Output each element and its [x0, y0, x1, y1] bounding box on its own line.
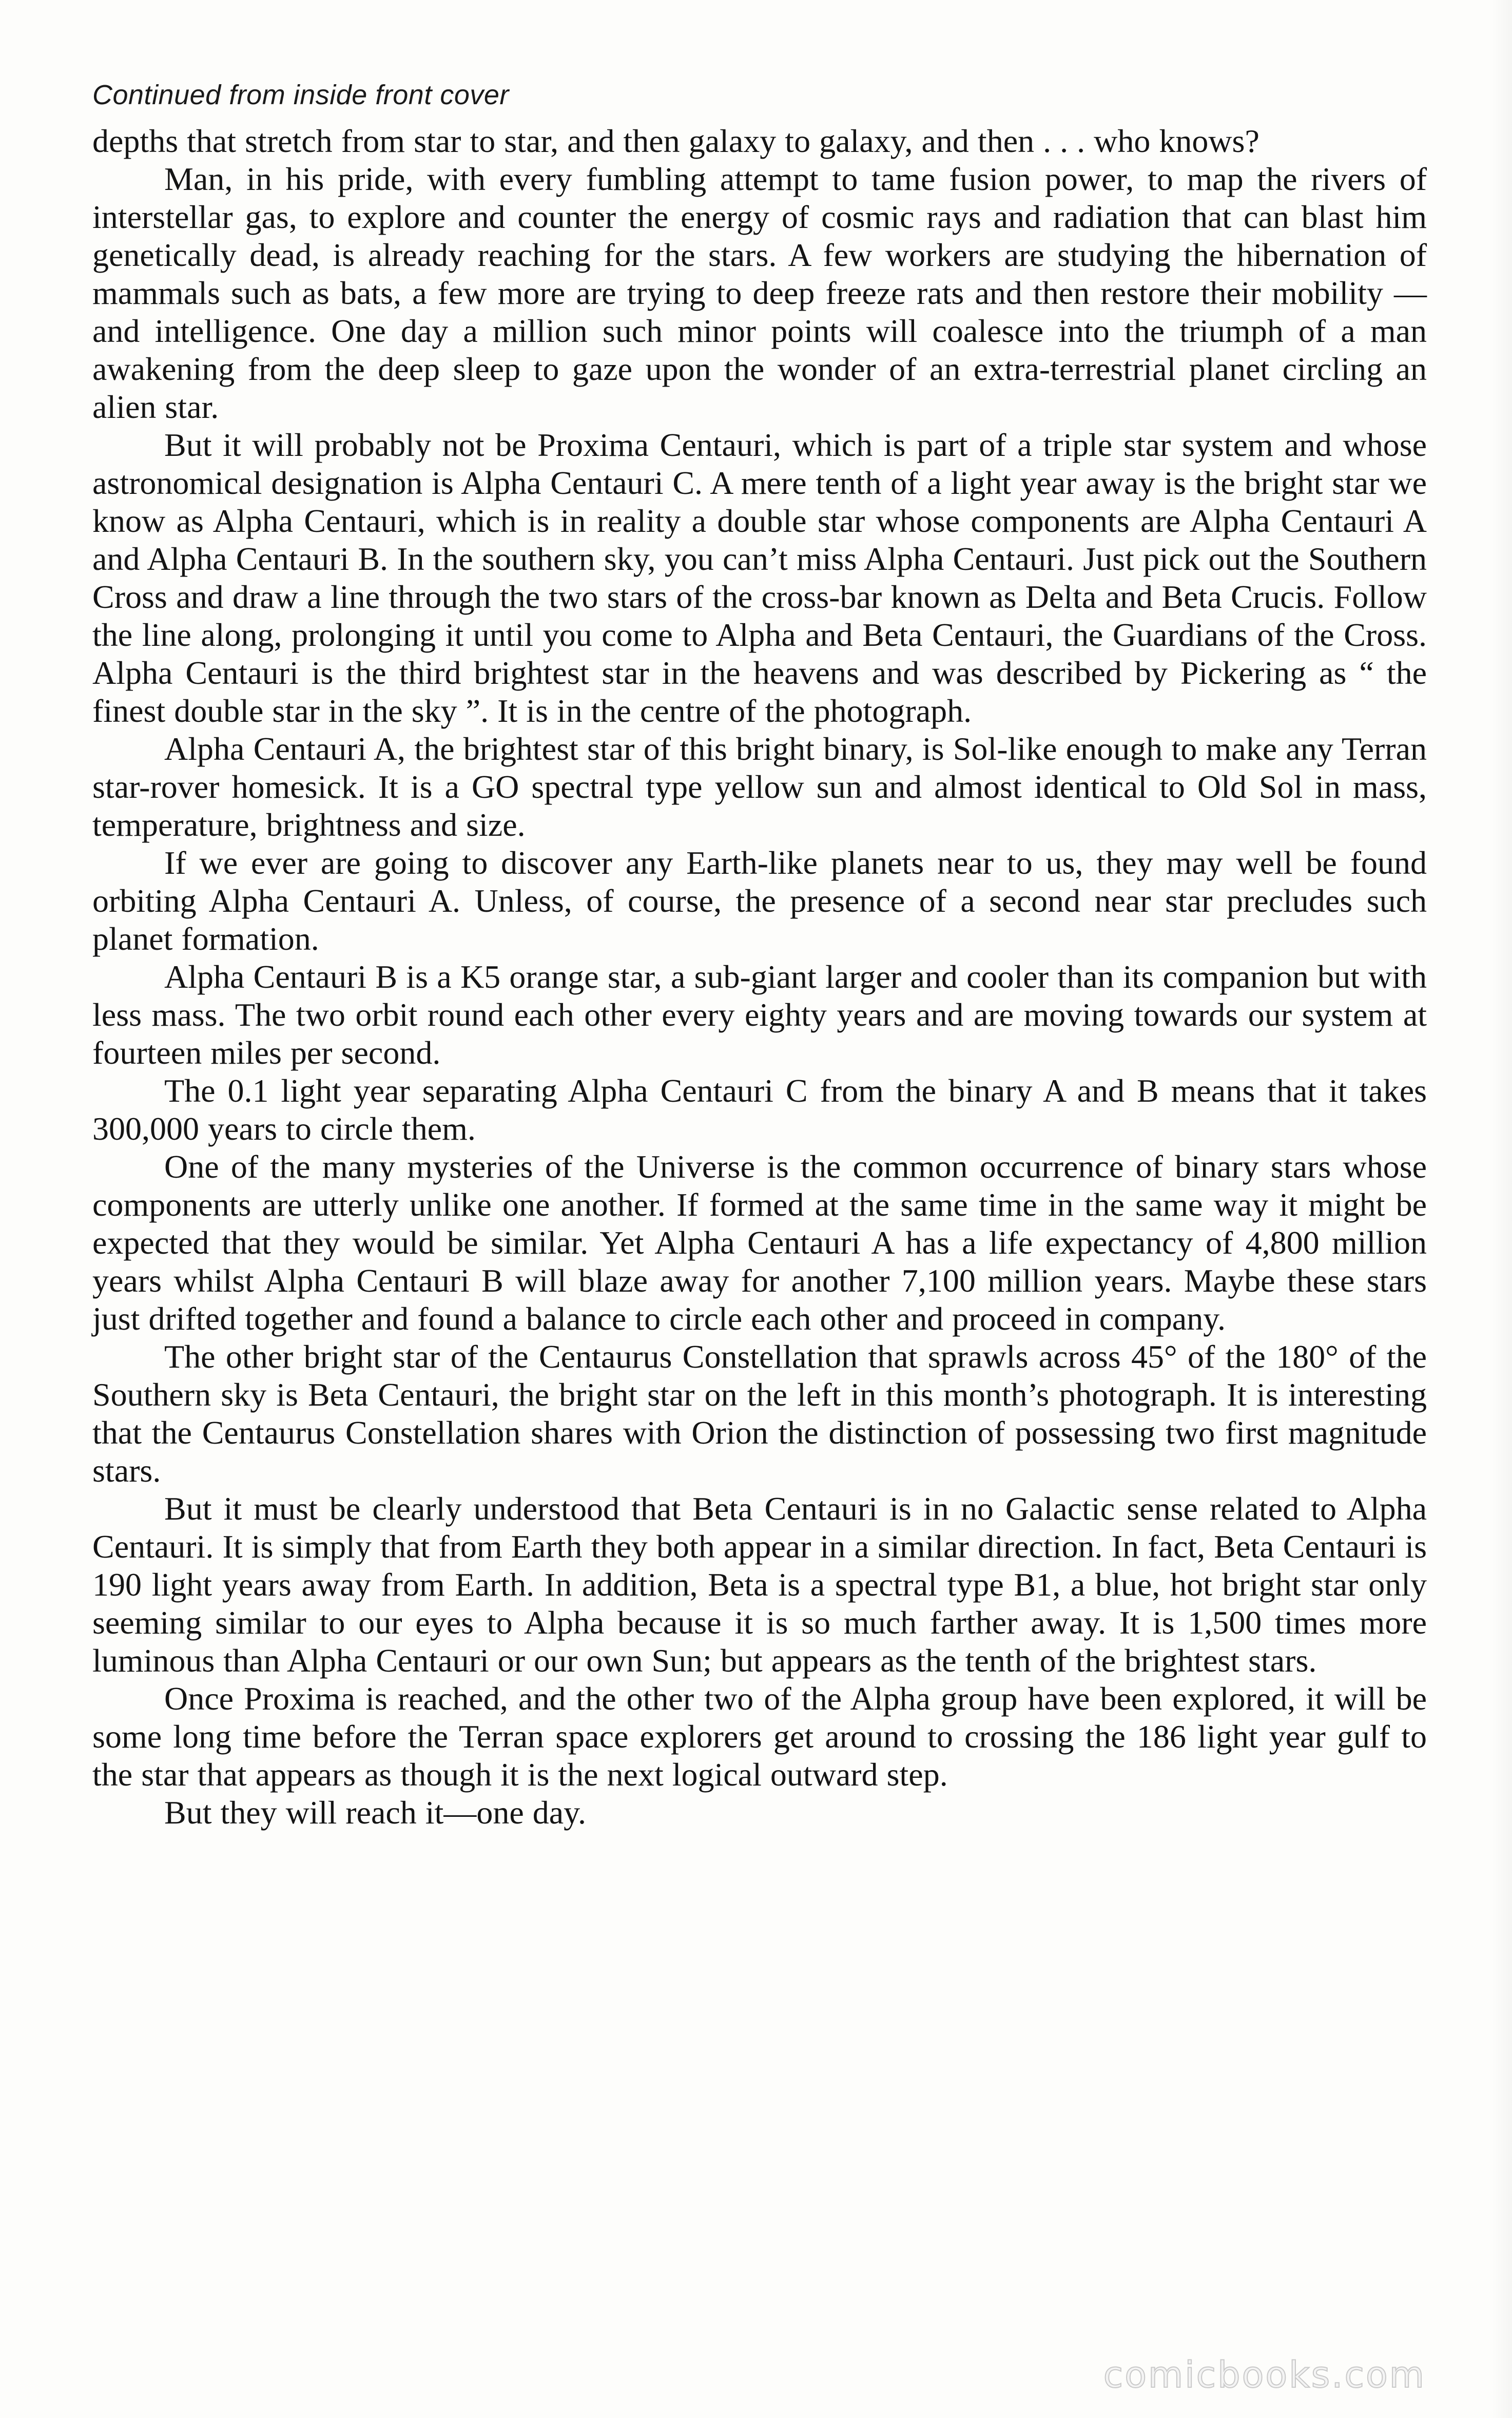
continued-header: Continued from inside front cover — [92, 80, 509, 110]
page-edge-shade — [1491, 0, 1512, 2418]
paragraph: One of the many mysteries of the Universe is the common occurrence of binary stars whose components are utterly unlike one another. If formed at the same time in the same way it might be expected that they would be similar. Yet Alpha Centauri A has a life expectancy of 4,800 million years whilst Alpha Centauri B will blaze away for another 7,100 million years. Maybe these stars just drifted together and found a balance to circle each other and proceed in company. — [92, 1148, 1427, 1337]
paragraph: Alpha Centauri A, the brightest star of this bright binary, is Sol-like enough to make any Terran star-rover homesick. It is a GO spectral type yellow sun and almost identical to Old Sol in mass, temperature, brightness and size. — [92, 731, 1427, 843]
paragraph: Man, in his pride, with every fumbling attempt to tame fusion power, to map the rivers of interstellar gas, to explore and counter the energy of cosmic rays and radiation that can blast him genetically dead, is already reaching for the stars. A few workers are studying the hibernation of mammals such as bats, a few more are trying to deep freeze rats and then restore their mobility —and intelligence. One day a million such minor points will coalesce into the triumph of a man awakening from the deep sleep to gaze upon the wonder of an extra-terrestrial planet circling an alien star. — [92, 161, 1427, 425]
paragraph: Once Proxima is reached, and the other two of the Alpha group have been explored, it will be some long time before the Terran space explorers get around to crossing the 186 light year gulf to the star that appears as though it is the next logical outward step. — [92, 1680, 1427, 1793]
paragraph: Alpha Centauri B is a K5 orange star, a sub-giant larger and cooler than its companion but with less mass. The two orbit round each other every eighty years and are moving towards our system at fourteen miles per second. — [92, 958, 1427, 1071]
paragraph: The other bright star of the Centaurus Constellation that sprawls across 45° of the 180° of the Southern sky is Beta Centauri, the bright star on the left in this month’s photograph. It is interesting that the Centaurus Constellation shares with Orion the distinction of possessing two first magnitude stars. — [92, 1338, 1427, 1489]
paragraph: But it will probably not be Proxima Centauri, which is part of a triple star system and whose astronomical designation is Alpha Centauri C. A mere tenth of a light year away is the bright star we know as Alpha Centauri, which is in reality a double star whose components are Alpha Centauri A and Alpha Centauri B. In the southern sky, you can’t miss Alpha Centauri. Just pick out the Southern Cross and draw a line through the two stars of the cross-bar known as Delta and Beta Crucis. Follow the line along, prolonging it until you come to Alpha and Beta Centauri, the Guardians of the Cross. Alpha Centauri is the third brightest star in the heavens and was described by Pickering as “ the finest double star in the sky ”. It is in the centre of the photograph. — [92, 427, 1427, 729]
article-column — [92, 77, 1427, 1832]
paragraph: depths that stretch from star to star, and then galaxy to galaxy, and then . . . who knows? — [92, 123, 1259, 159]
paragraph: The 0.1 light year separating Alpha Centauri C from the binary A and B means that it takes 300,000 years to circle them. — [92, 1072, 1427, 1147]
paragraph: But it must be clearly understood that Beta Centauri is in no Galactic sense related to Alpha Centauri. It is simply that from Earth they both appear in a similar direction. In fact, Beta Centauri is 190 light years away from Earth. In addition, Beta is a spectral type B1, a blue, hot bright star only seeming similar to our eyes to Alpha because it is so much farther away. It is 1,500 times more luminous than Alpha Centauri or our own Sun; but appears as the tenth of the brightest stars. — [92, 1490, 1427, 1679]
paragraph: If we ever are going to discover any Earth-like planets near to us, they may well be found orbiting Alpha Centauri A. Unless, of course, the presence of a second near star precludes such planet formation. — [92, 845, 1427, 957]
paragraph: But they will reach it—one day. — [164, 1794, 586, 1831]
watermark: comicbooks.com — [1103, 2354, 1426, 2396]
